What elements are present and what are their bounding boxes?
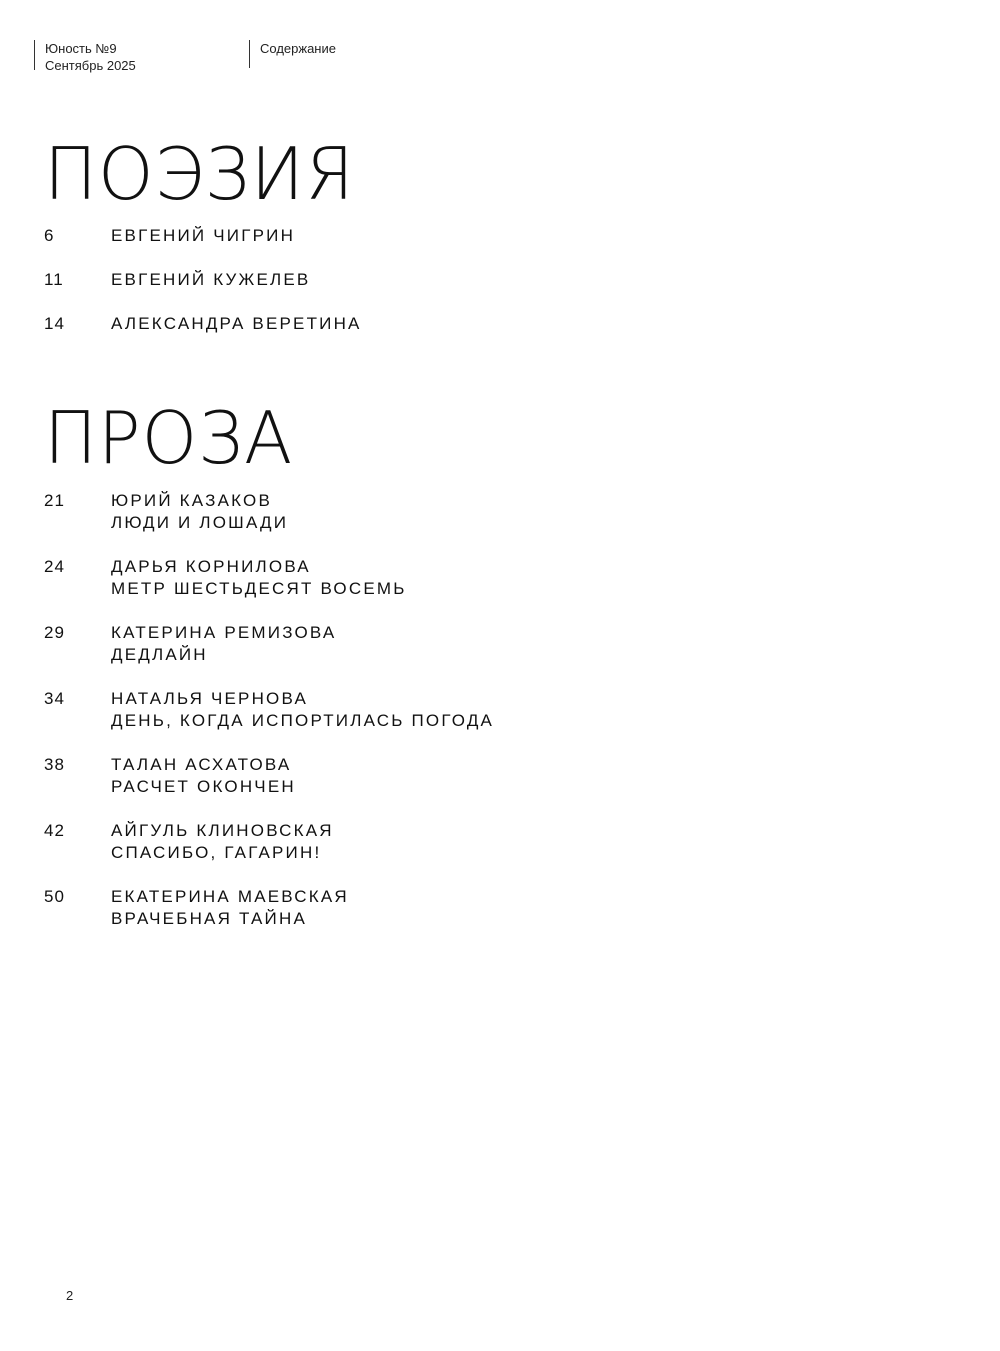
entry-work-title: МЕТР ШЕСТЬДЕСЯТ ВОСЕМЬ xyxy=(111,579,407,598)
entry-work-title: РАСЧЕТ ОКОНЧЕН xyxy=(111,777,296,796)
entry-page-number: 38 xyxy=(44,755,65,774)
section-label: Содержание xyxy=(260,41,336,56)
entry-author: НАТАЛЬЯ ЧЕРНОВА xyxy=(111,689,308,708)
entry-page-number: 42 xyxy=(44,821,65,840)
entry-work-title: ЛЮДИ И ЛОШАДИ xyxy=(111,513,289,532)
entry-page-number: 34 xyxy=(44,689,65,708)
entry-page-number: 14 xyxy=(44,314,65,333)
entry-work-title: СПАСИБО, ГАГАРИН! xyxy=(111,843,322,862)
entry-page-number: 11 xyxy=(44,270,64,289)
entry-author: ТАЛАН АСХАТОВА xyxy=(111,755,292,774)
entry-page-number: 24 xyxy=(44,557,65,576)
entry-page-number: 21 xyxy=(44,491,65,510)
entry-work-title: ВРАЧЕБНАЯ ТАЙНА xyxy=(111,909,307,928)
entry-work-title: ДЕНЬ, КОГДА ИСПОРТИЛАСЬ ПОГОДА xyxy=(111,711,495,730)
entry-author: ЕВГЕНИЙ ЧИГРИН xyxy=(111,226,296,245)
entry-author: ЕКАТЕРИНА МАЕВСКАЯ xyxy=(111,887,349,906)
entry-author: АЙГУЛЬ КЛИНОВСКАЯ xyxy=(111,821,334,840)
entry-page-number: 50 xyxy=(44,887,65,906)
prose-heading: ПРОЗА xyxy=(44,396,294,480)
poetry-heading: ПОЭЗИЯ xyxy=(44,132,355,216)
entry-author: АЛЕКСАНДРА ВЕРЕТИНА xyxy=(111,314,362,333)
issue-date: Сентябрь 2025 xyxy=(45,58,136,73)
page-number: 2 xyxy=(66,1288,74,1303)
entry-author: ЮРИЙ КАЗАКОВ xyxy=(111,491,273,510)
entry-page-number: 6 xyxy=(44,226,55,245)
magazine-issue: Юность №9 xyxy=(45,41,117,56)
entry-author: ЕВГЕНИЙ КУЖЕЛЕВ xyxy=(111,270,311,289)
entry-page-number: 29 xyxy=(44,623,65,642)
section-info xyxy=(249,40,336,68)
entry-author: ДАРЬЯ КОРНИЛОВА xyxy=(111,557,311,576)
entry-work-title: ДЕДЛАЙН xyxy=(111,645,208,664)
issue-info xyxy=(34,40,136,73)
entry-author: КАТЕРИНА РЕМИЗОВА xyxy=(111,623,337,642)
